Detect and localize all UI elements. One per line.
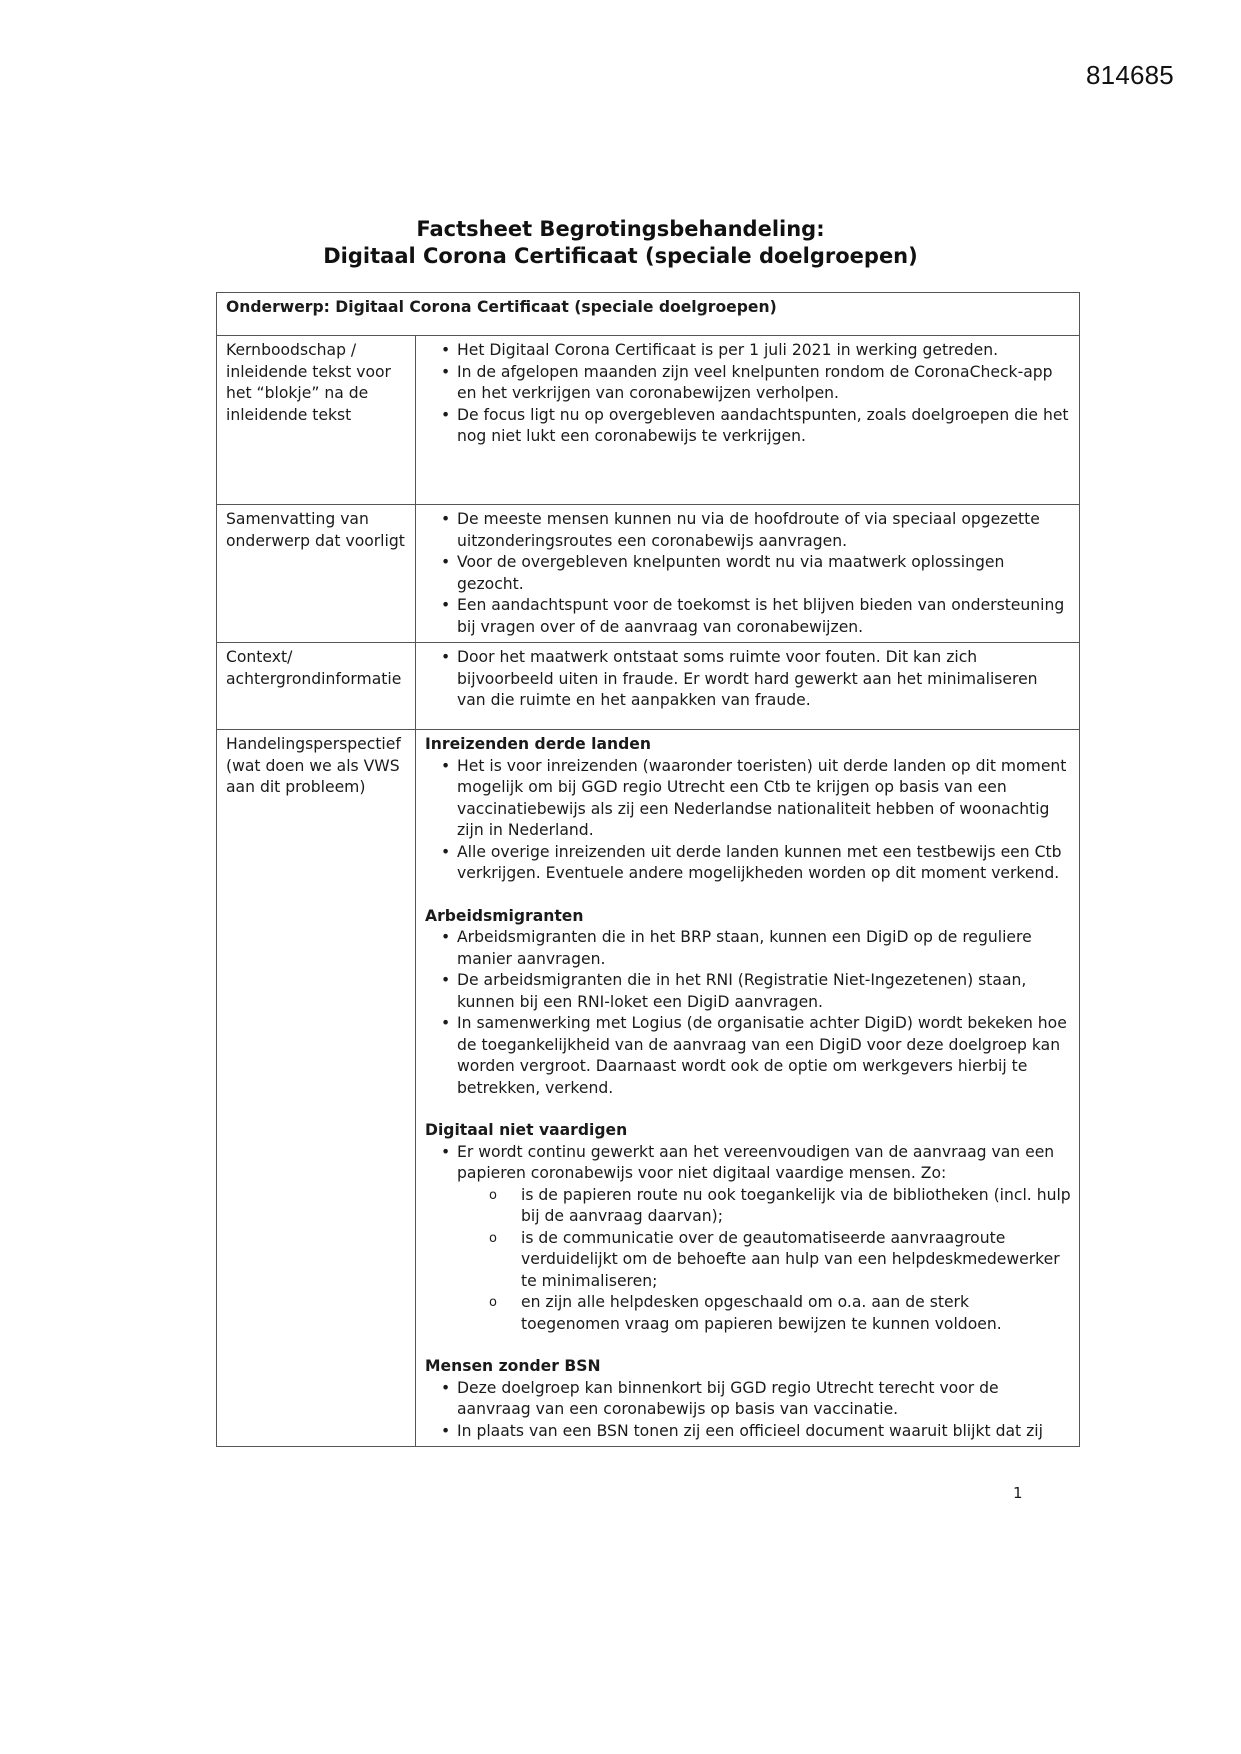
table-header-row [217,293,1080,336]
section-heading: Arbeidsmigranten [425,906,584,925]
row-content [416,730,1080,1447]
row-content [416,643,1080,730]
bullet-item: • Arbeidsmigranten die in het BRP staan, kunnen een DigiD op de reguliere manier aanvragen. [425,927,1071,970]
circle-bullet-icon: o [489,1187,497,1203]
document-title [0,216,1241,270]
bullet-item: • De arbeidsmigranten die in het RNI (Registratie Niet-Ingezetenen) staan, kunnen bij een RNI-loket een DigiD aanvragen. [425,970,1071,1013]
factsheet-table [216,292,1080,1447]
sub-bullet-item: o en zijn alle helpdesken opgeschaald om o.a. aan de sterk toegenomen vraag om papieren bewijzen te kunnen voldoen. [489,1293,1002,1333]
table-row [217,730,1080,1447]
sub-bullet-item: o is de communicatie over de geautomatiseerde aanvraagroute verduidelijkt om de behoefte aan hulp van een helpdeskmedewerker te minimaliseren; [489,1228,1060,1290]
row-label: Kernboodschap / inleidende tekst voor het “blokje” na de inleidende tekst [217,336,416,505]
table-row [217,336,1080,505]
table-row [217,643,1080,730]
bullet-item: • Door het maatwerk ontstaat soms ruimte voor fouten. Dit kan zich bijvoorbeeld uiten in fraude. Er wordt hard gewerkt aan het minimaliseren van die ruimte en het aanpakken van fraude. [425,647,1071,712]
bullet-item: • Het is voor inreizenden (waaronder toeristen) uit derde landen op dit moment mogelijk om bij GGD regio Utrecht een Ctb te krijgen op basis van een vaccinatiebewijs als zij een Nederlandse nationaliteit hebben of woonachtig zijn in Nederland. [425,756,1071,842]
section-heading: Inreizenden derde landen [425,735,651,753]
bullet-item: • In samenwerking met Logius (de organisatie achter DigiD) wordt bekeken hoe de toegankelijkheid van de aanvraag van een DigiD voor deze doelgroep kan worden vergroot. Daarnaast wordt ook de optie om werkgevers hierbij te betrekken, verkend. [425,1013,1071,1099]
bullet-item: • De meeste mensen kunnen nu via de hoofdroute of via speciaal opgezette uitzonderingsroutes een coronabewijs aanvragen. [425,509,1071,552]
circle-bullet-icon: o [489,1295,497,1310]
sub-bullet-item: o is de papieren route nu ook toegankelijk via de bibliotheken (incl. hulp bij de aanvraag daarvan); [489,1185,1071,1225]
section-heading: Digitaal niet vaardigen [425,1121,628,1139]
bullet-item: • Er wordt continu gewerkt aan het vereenvoudigen van de aanvraag van een papieren coronabewijs voor niet digitaal vaardige mensen. Zo: [425,1142,1071,1185]
row-content [416,336,1080,505]
row-label: Handelingsperspectief (wat doen we als VWS aan dit probleem) [217,730,416,1447]
circle-bullet-icon: o [489,1230,497,1246]
bullet-item: • Het Digitaal Corona Certificaat is per 1 juli 2021 in werking getreden. [425,340,1071,362]
table-row [217,505,1080,643]
table-header: Onderwerp: Digitaal Corona Certificaat (speciale doelgroepen) [217,293,1080,336]
row-content [416,505,1080,643]
bullet-item: • Alle overige inreizenden uit derde landen kunnen met een testbewijs een Ctb verkrijgen. Eventuele andere mogelijkheden worden op dit moment verkend. [425,842,1071,885]
row-label: Context/ achtergrondinformatie [217,643,416,730]
section-heading: Mensen zonder BSN [425,1357,601,1375]
row-label: Samenvatting van onderwerp dat voorligt [217,505,416,643]
bullet-item: • In plaats van een BSN tonen zij een officieel document waaruit blijkt dat zij [425,1421,1071,1443]
title-line-1: Factsheet Begrotingsbehandeling: [416,217,825,241]
bullet-item: • Deze doelgroep kan binnenkort bij GGD regio Utrecht terecht voor de aanvraag van een coronabewijs op basis van vaccinatie. [425,1378,1071,1421]
bullet-item: • In de afgelopen maanden zijn veel knelpunten rondom de CoronaCheck-app en het verkrijgen van coronabewijzen verholpen. [425,362,1071,405]
document-id: 814685 [1086,60,1174,90]
bullet-item: • Voor de overgebleven knelpunten wordt nu via maatwerk oplossingen gezocht. [425,552,1071,595]
bullet-item: • Een aandachtspunt voor de toekomst is het blijven bieden van ondersteuning bij vragen over of de aanvraag van coronabewijzen. [425,595,1071,638]
bullet-item: • De focus ligt nu op overgebleven aandachtspunten, zoals doelgroepen die het nog niet lukt een coronabewijs te verkrijgen. [425,405,1071,448]
title-line-2: Digitaal Corona Certificaat (speciale doelgroepen) [323,244,918,268]
page-number: 1 [1013,1484,1023,1502]
